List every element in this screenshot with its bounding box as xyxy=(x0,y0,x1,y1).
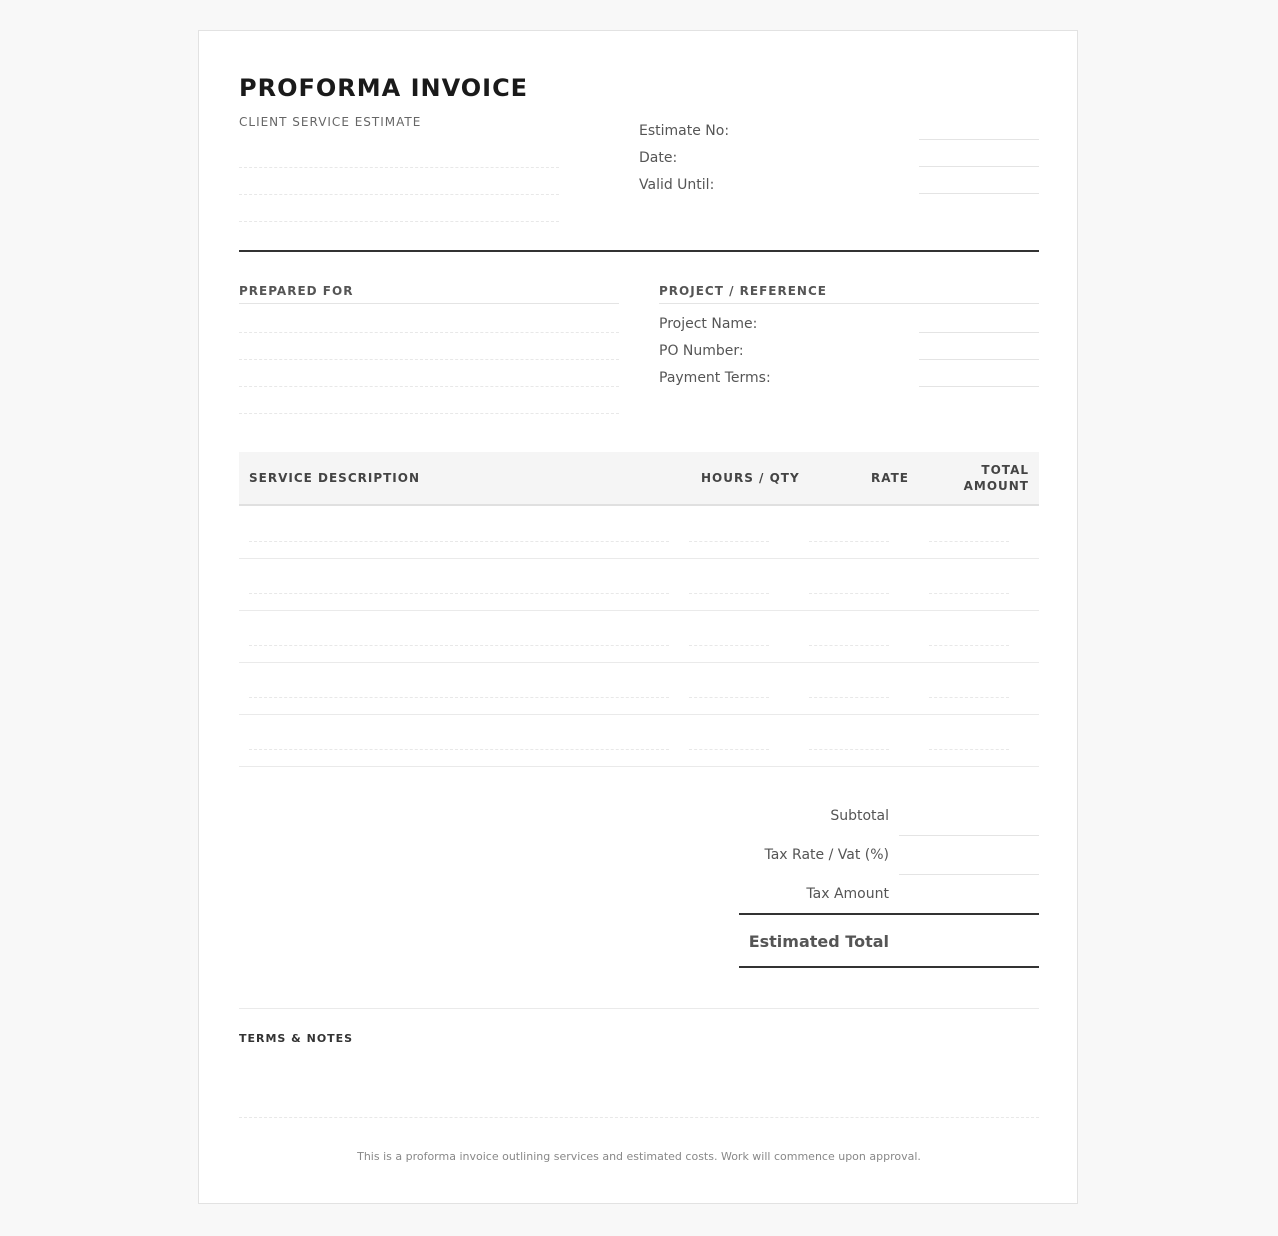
table-row xyxy=(239,558,1039,611)
company-line-3[interactable] xyxy=(239,221,559,222)
header-divider xyxy=(239,250,1039,252)
amount-cell[interactable] xyxy=(929,645,1009,646)
valid-until-field[interactable] xyxy=(919,193,1039,194)
invoice-page xyxy=(198,30,1078,1204)
description-cell[interactable] xyxy=(249,749,669,750)
rate-cell[interactable] xyxy=(809,749,889,750)
estimate-no-label: Estimate No: xyxy=(639,123,730,139)
summary-bottom-rule xyxy=(739,966,1039,968)
col-rate: RATE xyxy=(871,471,909,485)
rate-cell[interactable] xyxy=(809,697,889,698)
summary-top-rule xyxy=(739,913,1039,915)
tax-rate-label: Tax Rate / Vat (%) xyxy=(764,847,889,863)
table-row xyxy=(239,662,1039,715)
table-row xyxy=(239,506,1039,559)
terms-notes-field[interactable] xyxy=(239,1117,1039,1118)
description-cell[interactable] xyxy=(249,645,669,646)
rate-cell[interactable] xyxy=(809,593,889,594)
col-hours-qty: HOURS / QTY xyxy=(701,471,800,485)
services-table-header xyxy=(239,452,1039,506)
col-amount: AMOUNT xyxy=(963,479,1029,493)
date-field[interactable] xyxy=(919,166,1039,167)
description-cell[interactable] xyxy=(249,697,669,698)
rate-cell[interactable] xyxy=(809,645,889,646)
rate-cell[interactable] xyxy=(809,541,889,542)
invoice-subtitle: CLIENT SERVICE ESTIMATE xyxy=(239,115,422,129)
description-cell[interactable] xyxy=(249,593,669,594)
col-service-description: SERVICE DESCRIPTION xyxy=(249,471,421,485)
table-row xyxy=(239,714,1039,767)
date-label: Date: xyxy=(639,150,678,166)
payment-terms-field[interactable] xyxy=(919,386,1039,387)
subtotal-field[interactable] xyxy=(899,835,1039,836)
amount-cell[interactable] xyxy=(929,593,1009,594)
estimated-total-label: Estimated Total xyxy=(748,932,889,951)
terms-notes-heading: TERMS & NOTES xyxy=(239,1032,354,1045)
prepared-for-heading: PREPARED FOR xyxy=(239,284,354,298)
company-line-1[interactable] xyxy=(239,167,559,168)
prepared-for-line-3[interactable] xyxy=(239,386,619,387)
po-number-label: PO Number: xyxy=(659,343,744,359)
project-name-field[interactable] xyxy=(919,332,1039,333)
invoice-title: PROFORMA INVOICE xyxy=(239,74,529,102)
valid-until-label: Valid Until: xyxy=(639,177,715,193)
qty-cell[interactable] xyxy=(689,593,769,594)
footer-note: This is a proforma invoice outlining services and estimated costs. Work will commence upon approval. xyxy=(357,1150,921,1163)
prepared-for-underline xyxy=(239,303,619,304)
payment-terms-label: Payment Terms: xyxy=(659,370,771,386)
amount-cell[interactable] xyxy=(929,697,1009,698)
qty-cell[interactable] xyxy=(689,541,769,542)
tax-amount-label: Tax Amount xyxy=(806,886,889,902)
amount-cell[interactable] xyxy=(929,749,1009,750)
amount-cell[interactable] xyxy=(929,541,1009,542)
col-total: TOTAL xyxy=(981,463,1029,477)
qty-cell[interactable] xyxy=(689,749,769,750)
tax-rate-field[interactable] xyxy=(899,874,1039,875)
company-line-2[interactable] xyxy=(239,194,559,195)
qty-cell[interactable] xyxy=(689,697,769,698)
project-name-label: Project Name: xyxy=(659,316,758,332)
description-cell[interactable] xyxy=(249,541,669,542)
po-number-field[interactable] xyxy=(919,359,1039,360)
qty-cell[interactable] xyxy=(689,645,769,646)
prepared-for-line-2[interactable] xyxy=(239,359,619,360)
project-heading: PROJECT / REFERENCE xyxy=(659,284,827,298)
prepared-for-line-1[interactable] xyxy=(239,332,619,333)
estimate-no-field[interactable] xyxy=(919,139,1039,140)
notes-divider xyxy=(239,1008,1039,1009)
prepared-for-line-4[interactable] xyxy=(239,413,619,414)
project-underline xyxy=(659,303,1039,304)
table-row xyxy=(239,610,1039,663)
subtotal-label: Subtotal xyxy=(830,808,889,824)
